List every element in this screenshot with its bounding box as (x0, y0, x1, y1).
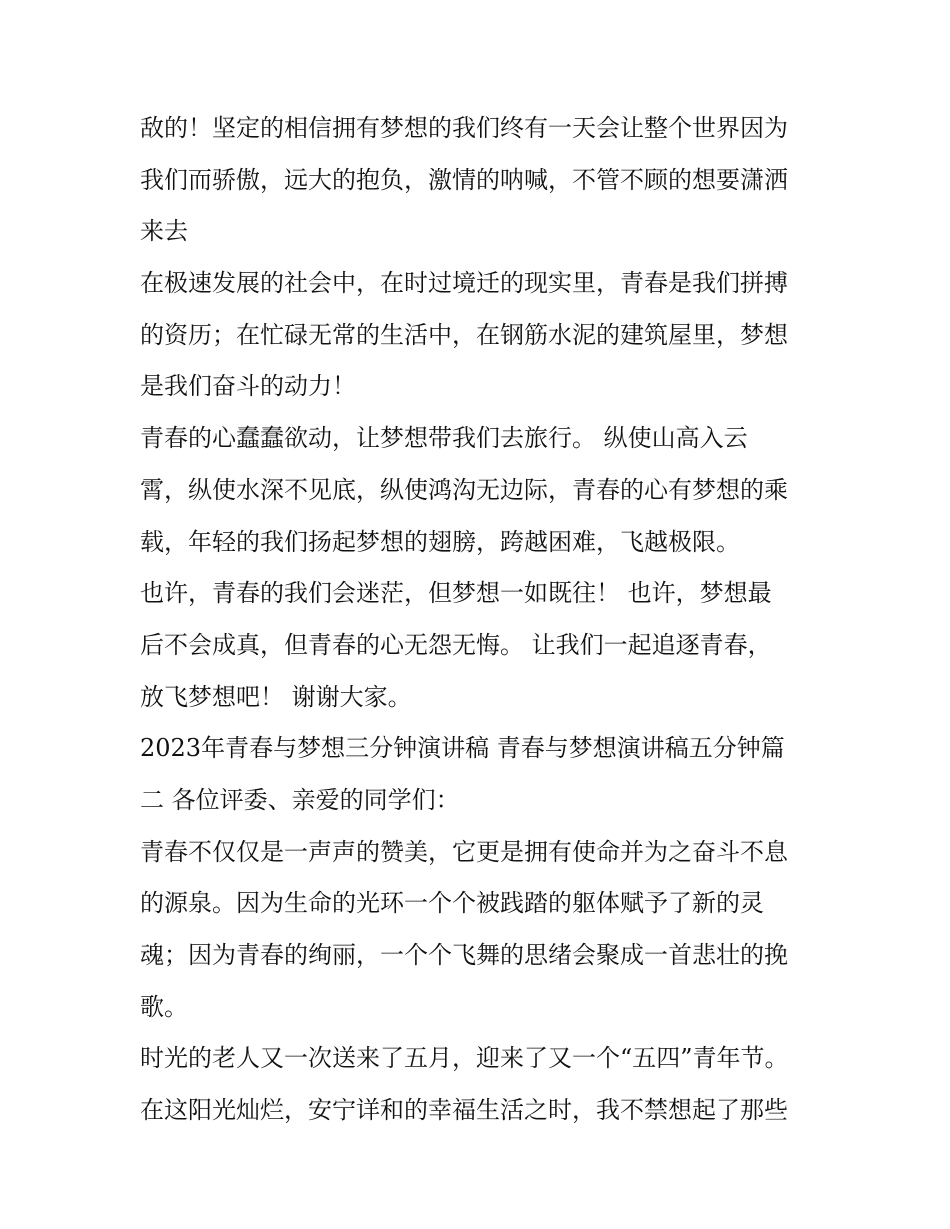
text-line: 我们而骄傲，远大的抱负，激情的呐喊，不管不顾的想要潇洒 (140, 165, 788, 194)
text-line: 在极速发展的社会中，在时过境迁的现实里，青春是我们拼搏 (140, 269, 788, 298)
text-line: 来去 (140, 217, 188, 246)
text-line: 后不会成真，但青春的心无怨无悔。 让我们一起追逐青春， (140, 630, 772, 659)
text-line: 歌。 (140, 992, 188, 1021)
document-body (140, 103, 820, 1137)
text-line: 二 各位评委、亲爱的同学们： (140, 785, 460, 814)
text-line: 载，年轻的我们扬起梦想的翅膀，跨越困难，飞越极限。 (140, 527, 740, 556)
text-line: 时光的老人又一次送来了五月，迎来了又一个“五四”青年节。 (140, 1044, 789, 1073)
text-line: 青春不仅仅是一声声的赞美，它更是拥有使命并为之奋斗不息 (140, 837, 788, 866)
text-line: 的资历；在忙碌无常的生活中，在钢筋水泥的建筑屋里，梦想 (140, 320, 788, 349)
text-line: 在这阳光灿烂，安宁详和的幸福生活之时，我不禁想起了那些 (140, 1096, 788, 1125)
text-line: 2023年青春与梦想三分钟演讲稿 青春与梦想演讲稿五分钟篇 (140, 734, 785, 763)
text-line: 是我们奋斗的动力！ (140, 372, 356, 401)
text-line: 的源泉。因为生命的光环一个个被践踏的躯体赋予了新的灵 (140, 889, 764, 918)
text-line: 敌的！坚定的相信拥有梦想的我们终有一天会让整个世界因为 (140, 114, 788, 142)
text-line: 青春的心蠢蠢欲动，让梦想带我们去旅行。 纵使山高入云 (140, 424, 748, 453)
text-line: 放飞梦想吧！ 谢谢大家。 (140, 682, 412, 711)
text-line: 魂；因为青春的绚丽，一个个飞舞的思绪会聚成一首悲壮的挽 (140, 941, 788, 969)
text-line: 也许，青春的我们会迷茫，但梦想一如既往！ 也许，梦想最 (140, 579, 772, 608)
text-line: 霄，纵使水深不见底，纵使鸿沟无边际，青春的心有梦想的乘 (140, 475, 788, 504)
